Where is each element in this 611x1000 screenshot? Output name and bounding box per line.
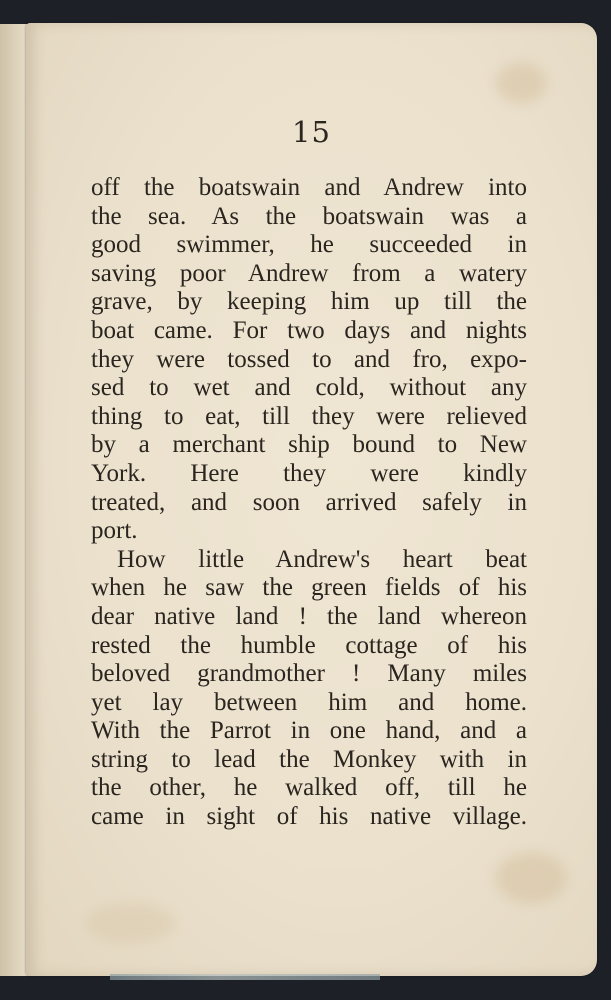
text-line: the sea. As the boatswain was a: [91, 202, 527, 230]
page-number: 15: [292, 115, 331, 149]
text-line: With the Parrot in one hand, and a: [91, 717, 527, 745]
text-line: when he saw the green fields of his: [91, 574, 527, 602]
text-line: dear native land ! the land whereon: [91, 602, 527, 630]
text-line: off the boatswain and Andrew into: [91, 174, 527, 201]
text-line: grave, by keeping him up till the: [91, 288, 527, 316]
text-line: good swimmer, he succeeded in: [91, 231, 527, 259]
paper-stain: [86, 903, 176, 943]
text-line: by a merchant ship bound to New: [91, 431, 527, 459]
text-line: York. Here they were kindly: [91, 459, 527, 487]
text-line: boat came. For two days and nights: [91, 316, 527, 344]
text-line: came in sight of his native village.: [91, 803, 527, 831]
paper-stain: [496, 853, 566, 903]
text-line: How little Andrew's heart beat: [117, 545, 527, 573]
text-line: string to lead the Monkey with in: [91, 745, 527, 773]
text-line: sed to wet and cold, without any: [91, 374, 527, 402]
text-line: saving poor Andrew from a watery: [91, 259, 527, 287]
text-line: yet lay between him and home.: [91, 688, 527, 716]
text-line: beloved grandmother ! Many miles: [91, 660, 527, 688]
text-line: they were tossed to and fro, expo-: [91, 345, 527, 373]
paper-stain: [496, 63, 546, 103]
body-text: [91, 174, 527, 832]
text-line: rested the humble cottage of his: [91, 631, 527, 659]
text-line: thing to eat, till they were relieved: [91, 402, 527, 430]
text-line: port.: [91, 517, 138, 545]
text-line: the other, he walked off, till he: [91, 774, 527, 802]
book-page: [26, 23, 597, 976]
text-line: treated, and soon arrived safely in: [91, 488, 527, 516]
binding-strip: [110, 974, 380, 980]
